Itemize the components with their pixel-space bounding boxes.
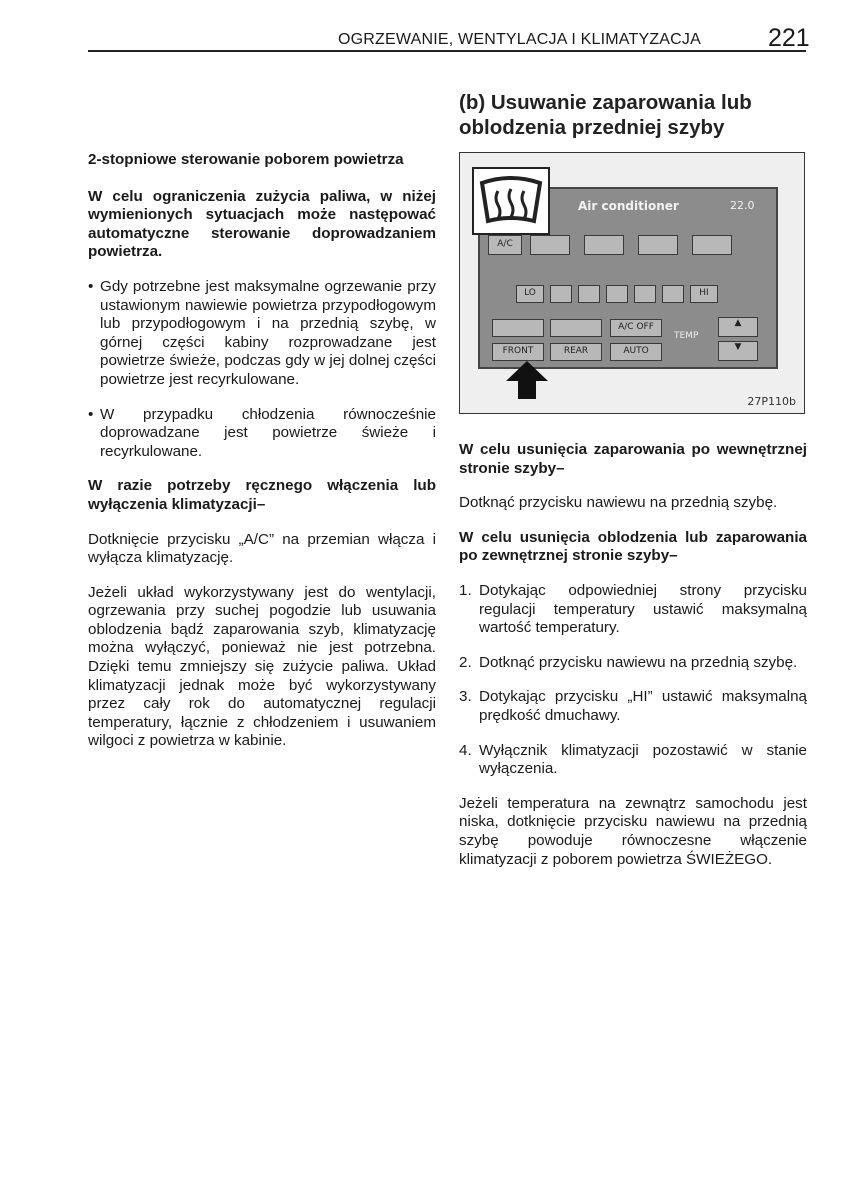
climate-panel-figure [459,152,805,414]
list-item [459,654,807,673]
vent-mode-icon[interactable] [530,235,570,255]
left-column [88,151,436,767]
step-text: Dotknąć przycisku nawiewu na przednią szybę. [479,653,798,671]
step-text: Wyłącznik klimatyzacji pozostawić w stanie wyłączenia. [479,741,807,778]
fan-level-3-button[interactable] [578,285,600,303]
auto-button[interactable]: AUTO [610,343,662,361]
header-rule [88,50,806,52]
bilevel-mode-icon[interactable] [584,235,624,255]
foot-defrost-mode-icon[interactable] [692,235,732,255]
list-item [459,688,807,725]
air-intake-intro: W celu ograniczenia zużycia paliwa, w niżej wymienionych sytuacjach może następować automatyczne sterowanie doprowadzaniem powietrza. [88,187,436,261]
bullet-mark: • [88,405,94,423]
step-number: 2. [459,653,472,671]
page-number: 221 [768,24,810,52]
economy-text: Jeżeli układ wykorzystywany jest do wentylacji, ogrzewania przy suchej pogodzie lub usuwania oblodzenia bądź zaparowania szyb, klimatyzację można wyłączyć, ponieważ nie jest potrzebna. Dzięki temu zmniejszy się zużycie paliwa. Układ klimatyzacji jednak może być wykorzystywany przez cały rok do automatycznej regulacji temperatury, łącznie z chłodzeniem i usuwaniem wilgoci z powietrza w kabinie. [88,583,436,750]
figure-code: 27P110b [747,395,796,408]
inside-defog-text: Dotknąć przycisku nawiewu na przednią szybę. [459,494,778,512]
arrow-up-icon [504,361,550,399]
step-number: 3. [459,688,472,706]
fan-level-4-button[interactable] [606,285,628,303]
list-item [88,406,436,462]
fan-level-2-button[interactable] [550,285,572,303]
fan-level-5-button[interactable] [634,285,656,303]
foot-mode-icon[interactable] [638,235,678,255]
right-column [459,441,807,885]
bullet-text: Gdy potrzebne jest maksymalne ogrzewanie przy ustawionym nawiewie powietrza przypodłogowym lub przypodłogowym i na przednią szybę, w górnej części kabiny rozprowadzane jest powietrze świeże, podczas gdy w jej dolnej części powietrze jest recyrkulowane. [100,277,436,388]
list-item [459,742,807,779]
temp-label: TEMP [674,331,699,341]
recirculation-icon[interactable] [492,319,544,337]
fresh-air-icon[interactable] [550,319,602,337]
ac-off-button[interactable]: A/C OFF [610,319,662,337]
fan-hi-button[interactable]: HI [690,285,718,303]
ac-button[interactable]: A/C [488,235,522,255]
bullet-text: W przypadku chłodzenia równocześnie doprowadzane jest powietrze świeże i recyrkulowane. [100,405,436,460]
closing-text: Jeżeli temperatura na zewnątrz samochodu jest niska, dotknięcie przycisku nawiewu na przednią szybę powoduje równoczesne włączenie klimatyzacji z poborem powietrza ŚWIEŻEGO. [459,794,807,868]
step-number: 1. [459,581,472,599]
section-title: (b) Usuwanie zaparowania lub oblodzenia przedniej szyby [459,91,752,139]
screen-temperature: 22.0 [730,199,755,212]
air-intake-heading: 2-stopniowe sterowanie poborem powietrza [88,151,404,168]
front-defrost-button[interactable]: FRONT [492,343,544,361]
step-number: 4. [459,741,472,759]
list-item [459,582,807,638]
temp-down-button[interactable]: ▼ [718,341,758,361]
manual-ac-heading: W razie potrzeby ręcznego włączenia lub wyłączenia klimatyzacji– [88,477,436,513]
fan-lo-button[interactable]: LO [516,285,544,303]
rear-defrost-button[interactable]: REAR [550,343,602,361]
manual-ac-text: Dotknięcie przycisku „A/C” na przemian włącza i wyłącza klimatyzację. [88,530,436,567]
inside-defog-heading: W celu usunięcia zaparowania po wewnętrznej stronie szyby– [459,441,807,477]
list-item [88,278,436,390]
running-header: OGRZEWANIE, WENTYLACJA I KLIMATYZACJA [338,31,702,48]
fan-level-6-button[interactable] [662,285,684,303]
outside-defog-heading: W celu usunięcia oblodzenia lub zaparowania po zewnętrznej stronie szyby– [459,528,807,565]
windshield-defrost-icon [472,167,550,235]
bullet-mark: • [88,277,94,295]
screen-title: Air conditioner [578,199,679,213]
step-text: Dotykając odpowiedniej strony przycisku regulacji temperatury ustawić maksymalną wartość temperatury. [479,581,807,637]
temp-up-button[interactable]: ▲ [718,317,758,337]
step-text: Dotykając przycisku „HI” ustawić maksymalną prędkość dmuchawy. [479,688,807,724]
